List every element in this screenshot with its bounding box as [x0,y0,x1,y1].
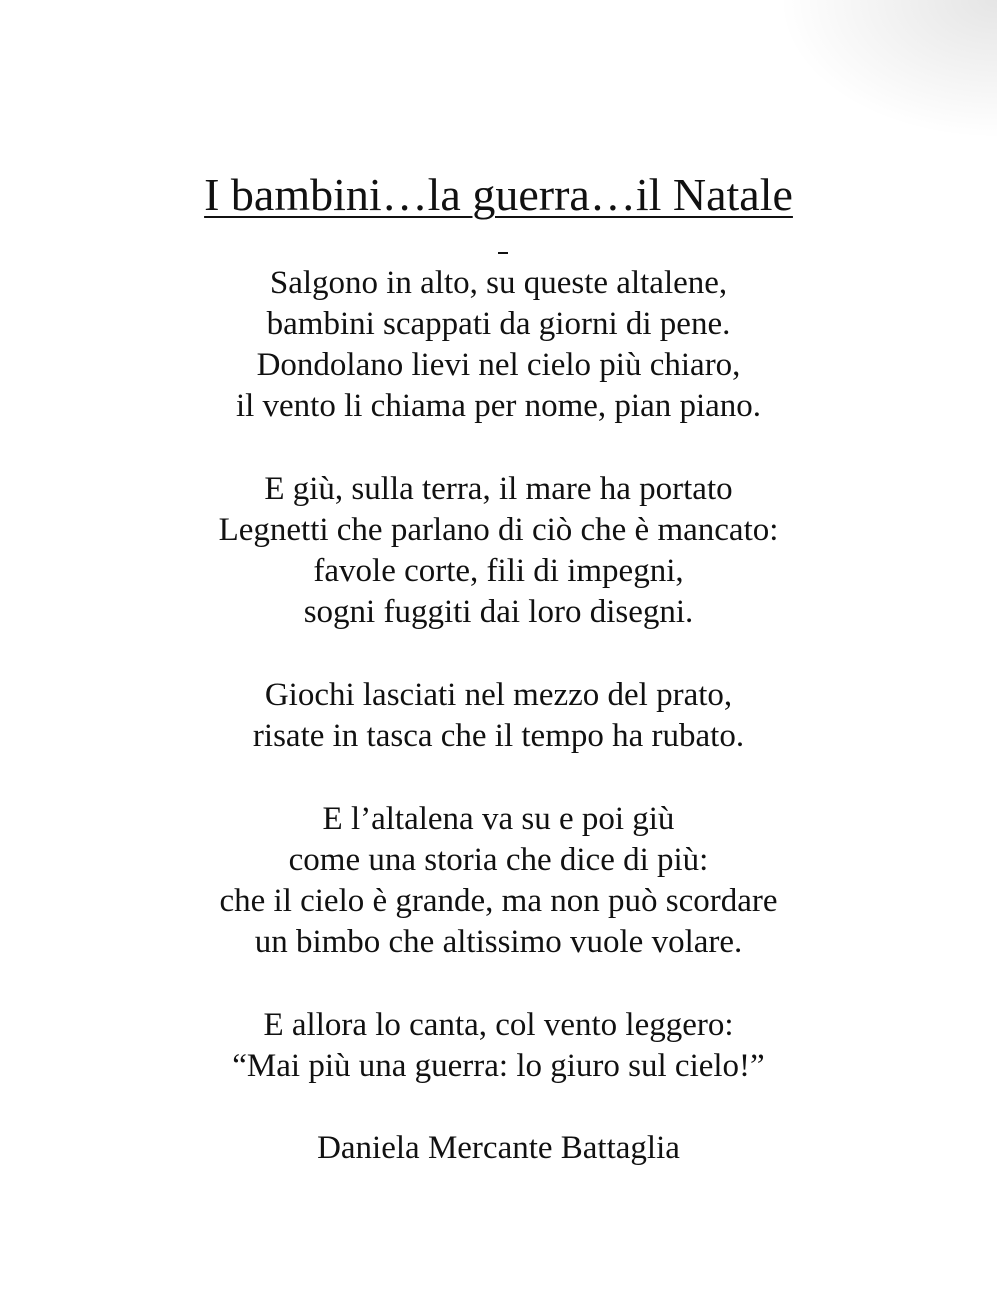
poem-line: E allora lo canta, col vento leggero: [263,1007,734,1043]
poem-line: come una storia che dice di più: [288,842,709,878]
poem-line: sogni fuggiti dai loro disegni. [303,594,694,630]
stanza-3 [0,675,997,757]
poem-line: Salgono in alto, su queste altalene, [269,265,728,301]
stanza-4 [0,799,997,963]
poem-line: che il cielo è grande, ma non può scordare [219,883,778,919]
poem-line: E giù, sulla terra, il mare ha portato [264,471,733,507]
poem-author: Daniela Mercante Battaglia [317,1130,680,1166]
poem-title [0,167,997,223]
poem-line: il vento li chiama per nome, pian piano. [235,388,762,424]
poem-line: favole corte, fili di impegni, [313,553,684,589]
title-dash-mark [498,252,508,254]
stanza-1 [0,263,997,427]
poem-line: Giochi lasciati nel mezzo del prato, [264,677,733,713]
stanza-5 [0,1005,997,1087]
poem-line: un bimbo che altissimo vuole volare. [254,924,743,960]
poem-line: risate in tasca che il tempo ha rubato. [252,718,745,754]
poem-title-text: I bambini…la guerra…il Natale [204,169,793,220]
poem-line: “Mai più una guerra: lo giuro sul cielo!” [232,1048,765,1084]
poem-line: Dondolano lievi nel cielo più chiaro, [256,347,741,383]
stanza-2 [0,469,997,633]
poem-line: Legnetti che parlano di ciò che è mancato: [218,512,779,548]
poem-line: E l’altalena va su e poi giù [322,801,675,837]
poem-line: bambini scappati da giorni di pene. [266,306,731,342]
